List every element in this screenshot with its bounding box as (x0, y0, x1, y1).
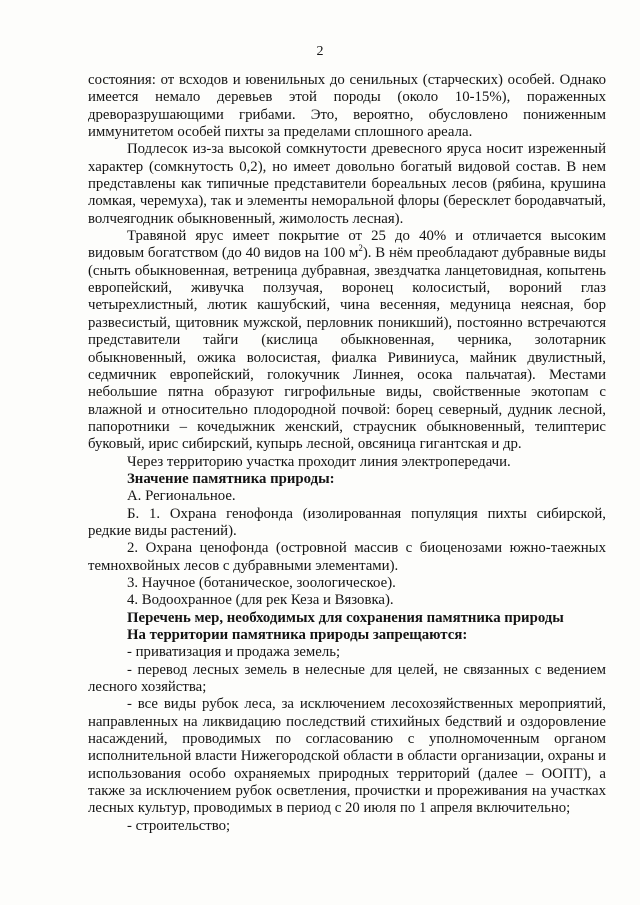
heading-monument-significance: Значение памятника природы: (127, 470, 335, 487)
paragraph-power-line: Через территорию участка проходит линия электропередачи. (127, 453, 511, 470)
significance-item-a: А. Региональное. (127, 488, 236, 505)
unit-exponent: 2 (358, 243, 363, 254)
heading-prohibitions: На территории памятника природы запрещаются: (127, 627, 468, 643)
heading-conservation-measures: Перечень мер, необходимых для сохранения памятника природы (127, 609, 564, 626)
prohibition-item-privatization: - приватизация и продажа земель; (127, 644, 341, 661)
significance-item-4: 4. Водоохранное (для рек Кеза и Вязовка). (127, 592, 394, 609)
prohibition-item-construction: - строительство; (127, 817, 231, 834)
grass-text-before-unit: Травяной ярус имеет покрытие от 25 до 40% и отличается высоким видовым богатством (до 40 видов на 100 м (88, 228, 606, 262)
significance-item-b1: Б. 1. Охрана генофонда (изолированная популяция пихты сибирской, редкие виды растений). (88, 505, 606, 539)
document-body (88, 72, 606, 835)
paragraph-undergrowth: Подлесок из-за высокой сомкнутости древесного яруса носит изреженный характер (сомкнутость 0,2), но имеет довольно богатый видовой состав. В нем представлены как типичные представители бореальных лесов (рябина, крушина ломкая, черемуха), так и элементы неморальной флоры (бересклет бородавчатый, волчеягодник обыкновенный, жимолость лесная). (88, 141, 606, 227)
paragraph-fir-condition: состояния: от всходов и ювенильных до сенильных (старческих) особей. Однако имеется немало деревьев этой породы (около 10-15%), пораженных древоразрушающими грибами. Это, вероятно, обусловлено пониженным иммунитетом особей пихты за пределами сплошного ареала. (88, 72, 606, 141)
paragraph-grass-layer (88, 228, 606, 453)
significance-item-3: 3. Научное (ботаническое, зоологическое). (127, 574, 396, 591)
grass-text-after-unit: ). В нём преобладают дубравные виды (сныть обыкновенная, ветреница дубравная, звездчатка ланцетовидная, копытень европейский, живучка ползучая, воронец колосистый, вороний глаз четырехлистный, лютик кашубский, чина весенняя, медуница неясная, бор развесистый, щитовник мужской, перловник поникший), постоянно встречаются представители тайги (кислица обыкновенная, черника, золотарник обыкновенный, ожика волосистая, фиалка Ривиниуса, майник двулистный, седмичник европейский, голокучник Линнея, осока пальчатая). Местами небольшие пятна образуют гигрофильные виды, свойственные экотопам с влажной и относительно плодородной почвой: борец северный, дудник лесной, папоротники – кочедыжник женский, страусник обыкновенный, телиптерис буковый, ирис сибирский, купырь лесной, овсяница гигантская и др. (88, 245, 606, 453)
prohibition-item-logging: - все виды рубок леса, за исключением лесохозяйственных мероприятий, направленных на ликвидацию последствий стихийных бедствий и оздоровление насаждений, проводимых по согласованию с уполномоченным органом исполнительной власти Нижегородской области в области организации, охраны и использования особо охраняемых природных территорий (далее – ООПТ), а также за исключением рубок осветления, прочистки и прореживания на участках лесных культур, проводимых в период с 20 июля по 1 апреля включительно; (88, 696, 606, 817)
significance-item-2: 2. Охрана ценофонда (островной массив с биоценозами южно-таежных темнохвойных лесов с дубравными элементами). (88, 540, 606, 574)
page-number: 2 (316, 44, 324, 59)
prohibition-item-land-conversion: - перевод лесных земель в нелесные для целей, не связанных с ведением лесного хозяйства; (88, 661, 606, 696)
